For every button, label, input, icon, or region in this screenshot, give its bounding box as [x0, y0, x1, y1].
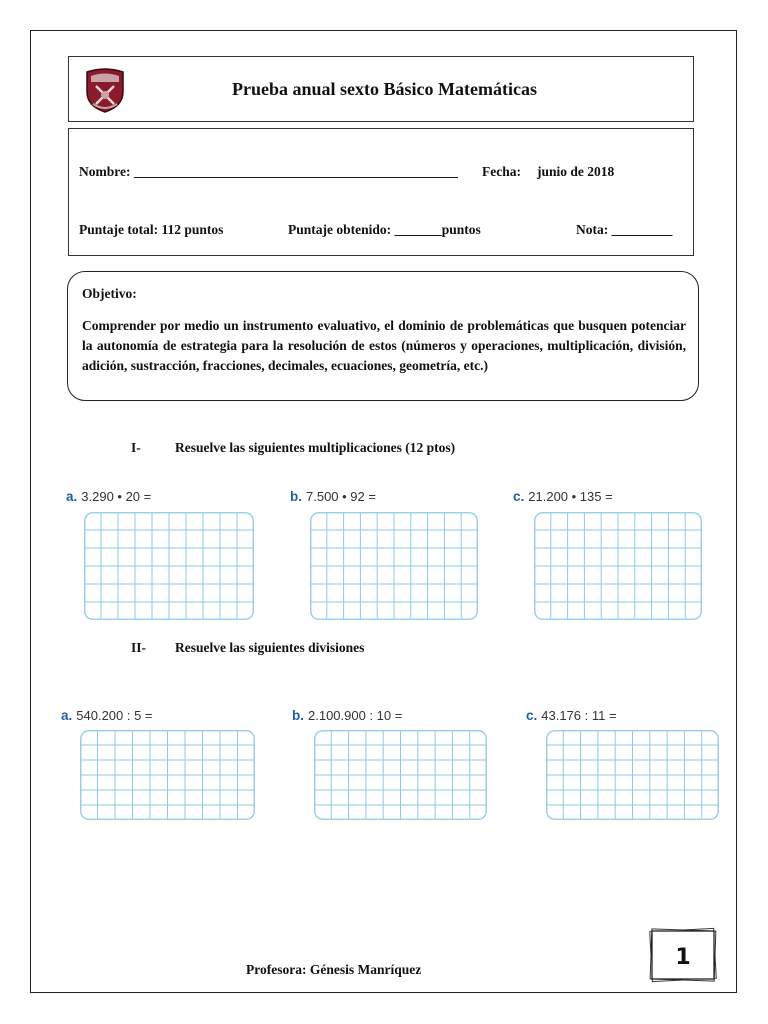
exercise-expression: 2.100.900 : 10 =: [308, 708, 403, 723]
total-score: Puntaje total: 112 puntos: [79, 222, 224, 237]
section1-heading: Resuelve las siguientes multiplicaciones (12 ptos): [175, 440, 456, 455]
date-value: junio de 2018: [537, 164, 615, 179]
exercise-expression: 540.200 : 5 =: [76, 708, 153, 723]
exercise-expression: 3.290 • 20 =: [81, 489, 152, 504]
page-number: 1: [675, 945, 691, 970]
answer-grid-1a[interactable]: [84, 512, 254, 620]
exercise-expression: 7.500 • 92 =: [306, 489, 376, 504]
exercise-letter: a.: [61, 708, 73, 723]
answer-grid-1c[interactable]: [534, 512, 702, 620]
section1-numeral: I-: [131, 440, 141, 455]
exercise-letter: a.: [66, 489, 78, 504]
exercise-letter: b.: [290, 489, 302, 504]
page-title: Prueba anual sexto Básico Matemáticas: [232, 79, 537, 99]
date-label: Fecha:: [482, 164, 521, 179]
objective-title: Objetivo:: [82, 286, 137, 301]
objective-text: Comprender por medio un instrumento evaluativo, el dominio de problemáticas que busquen potenciar la autonomía de estrategia para la resolución de estos (números y operaciones, multiplicación, división, adición, sustracción, fracciones, decimales, ecuaciones, geometría, etc.): [82, 318, 686, 373]
exercise-letter: c.: [513, 489, 525, 504]
teacher-name: Profesora: Génesis Manríquez: [246, 962, 422, 977]
exercise-1a: [66, 488, 151, 506]
exercise-2b: [292, 707, 402, 725]
school-crest-icon: [83, 66, 127, 114]
obtained-score-field[interactable]: Puntaje obtenido: _______puntos: [288, 222, 481, 237]
exercise-2a: [61, 707, 153, 725]
grade-field[interactable]: Nota: _________: [576, 222, 673, 237]
name-field[interactable]: Nombre: ________________________________________________: [79, 164, 458, 179]
answer-grid-1b[interactable]: [310, 512, 478, 620]
exercise-letter: b.: [292, 708, 304, 723]
exercise-1c: [513, 488, 613, 506]
answer-grid-2b[interactable]: [314, 730, 487, 820]
section2-numeral: II-: [131, 640, 147, 655]
exercise-2c: [526, 707, 617, 725]
exercise-1b: [290, 488, 376, 506]
exercise-expression: 43.176 : 11 =: [541, 708, 617, 723]
exercise-expression: 21.200 • 135 =: [528, 489, 613, 504]
exercise-letter: c.: [526, 708, 538, 723]
page-number-badge: [643, 924, 723, 986]
answer-grid-2a[interactable]: [80, 730, 255, 820]
section2-heading: Resuelve las siguientes divisiones: [175, 640, 365, 655]
answer-grid-2c[interactable]: [546, 730, 719, 820]
